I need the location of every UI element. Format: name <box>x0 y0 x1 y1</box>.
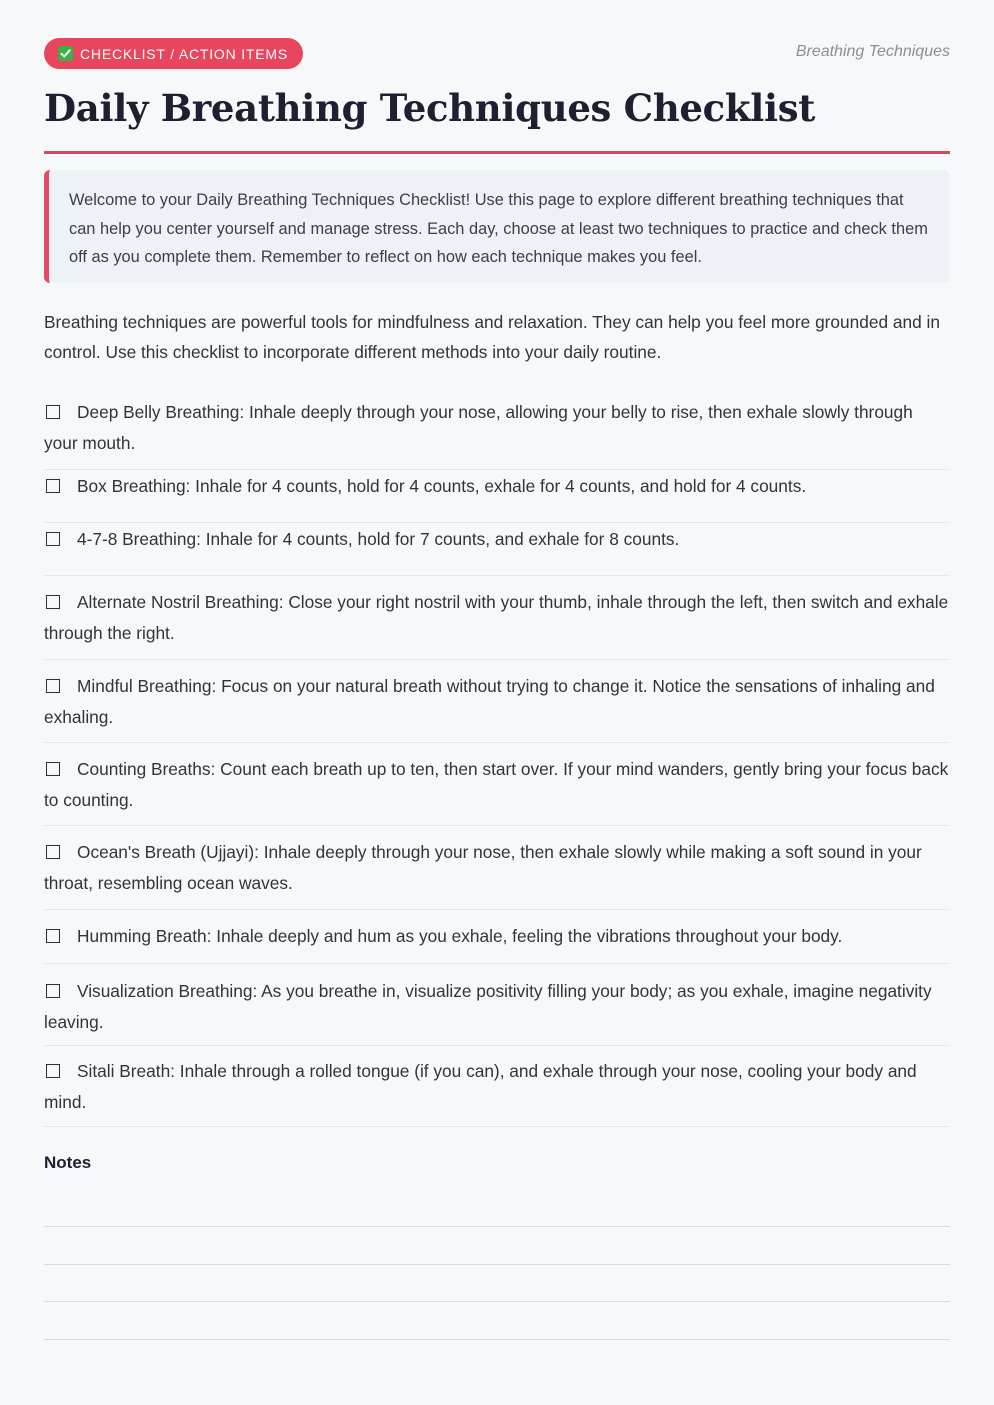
intro-callout: Welcome to your Daily Breathing Techniques Checklist! Use this page to explore different breathing techniques that can help you center yourself and manage stress. Each day, choose at least two techniques to practice and check them off as you complete them. Remember to reflect on how each technique makes you feel. <box>44 170 950 283</box>
checkbox[interactable] <box>46 479 60 493</box>
checklist-page <box>44 0 950 1172</box>
checklist-item-text: Counting Breaths: Count each breath up to ten, then start over. If your mind wanders, gently bring your focus back to counting. <box>44 759 949 810</box>
checklist-item-text: 4-7-8 Breathing: Inhale for 4 counts, hold for 7 counts, and exhale for 8 counts. <box>77 529 680 549</box>
checklist-item-text: Ocean's Breath (Ujjayi): Inhale deeply through your nose, then exhale slowly while making a soft sound in your throat, resembling ocean waves. <box>44 842 922 893</box>
checklist-item-text: Visualization Breathing: As you breathe in, visualize positivity filling your body; as you exhale, imagine negativity leaving. <box>44 981 932 1032</box>
category-badge <box>44 38 303 69</box>
notes-line[interactable] <box>44 1339 950 1340</box>
badge-label: CHECKLIST / ACTION ITEMS <box>80 45 288 62</box>
notes-line[interactable] <box>44 1264 950 1265</box>
checklist-item-text: Box Breathing: Inhale for 4 counts, hold for 4 counts, exhale for 4 counts, and hold for 4 counts. <box>77 476 807 496</box>
checklist-item-text: Humming Breath: Inhale deeply and hum as you exhale, feeling the vibrations throughout your body. <box>77 926 843 946</box>
checklist-item <box>44 576 950 660</box>
technique-checklist <box>44 396 950 1127</box>
checklist-item-text: Deep Belly Breathing: Inhale deeply through your nose, allowing your belly to rise, then exhale slowly through your mouth. <box>44 402 913 453</box>
title-divider <box>44 151 950 154</box>
checklist-item <box>44 470 950 523</box>
checkbox[interactable] <box>46 845 60 859</box>
checkbox[interactable] <box>46 532 60 546</box>
check-mark-icon <box>58 46 73 61</box>
checkbox[interactable] <box>46 405 60 419</box>
checkbox[interactable] <box>46 679 60 693</box>
checklist-item <box>44 1046 950 1127</box>
checklist-item <box>44 743 950 826</box>
checkbox[interactable] <box>46 984 60 998</box>
checklist-item <box>44 910 950 964</box>
checklist-item <box>44 523 950 576</box>
checklist-item <box>44 964 950 1046</box>
checklist-item <box>44 826 950 910</box>
checkbox[interactable] <box>46 762 60 776</box>
page-title: Daily Breathing Techniques Checklist <box>44 86 816 130</box>
topic-label: Breathing Techniques <box>795 43 950 60</box>
checklist-item-text: Sitali Breath: Inhale through a rolled tongue (if you can), and exhale through your nose, cooling your body and mind. <box>44 1061 917 1112</box>
notes-line[interactable] <box>44 1226 950 1227</box>
page-header <box>44 0 950 70</box>
checklist-item-text: Mindful Breathing: Focus on your natural breath without trying to change it. Notice the sensations of inhaling and exhaling. <box>44 676 935 727</box>
checklist-item <box>44 396 950 470</box>
checklist-item-text: Alternate Nostril Breathing: Close your right nostril with your thumb, inhale through the left, then switch and exhale through the right. <box>44 592 949 643</box>
checkbox[interactable] <box>46 929 60 943</box>
checkbox[interactable] <box>46 595 60 609</box>
checklist-item <box>44 660 950 743</box>
notes-heading: Notes <box>44 1153 92 1172</box>
lead-paragraph: Breathing techniques are powerful tools for mindfulness and relaxation. They can help you feel more grounded and in control. Use this checklist to incorporate different methods into your daily routine. <box>44 312 940 362</box>
notes-line[interactable] <box>44 1301 950 1302</box>
checkbox[interactable] <box>46 1064 60 1078</box>
